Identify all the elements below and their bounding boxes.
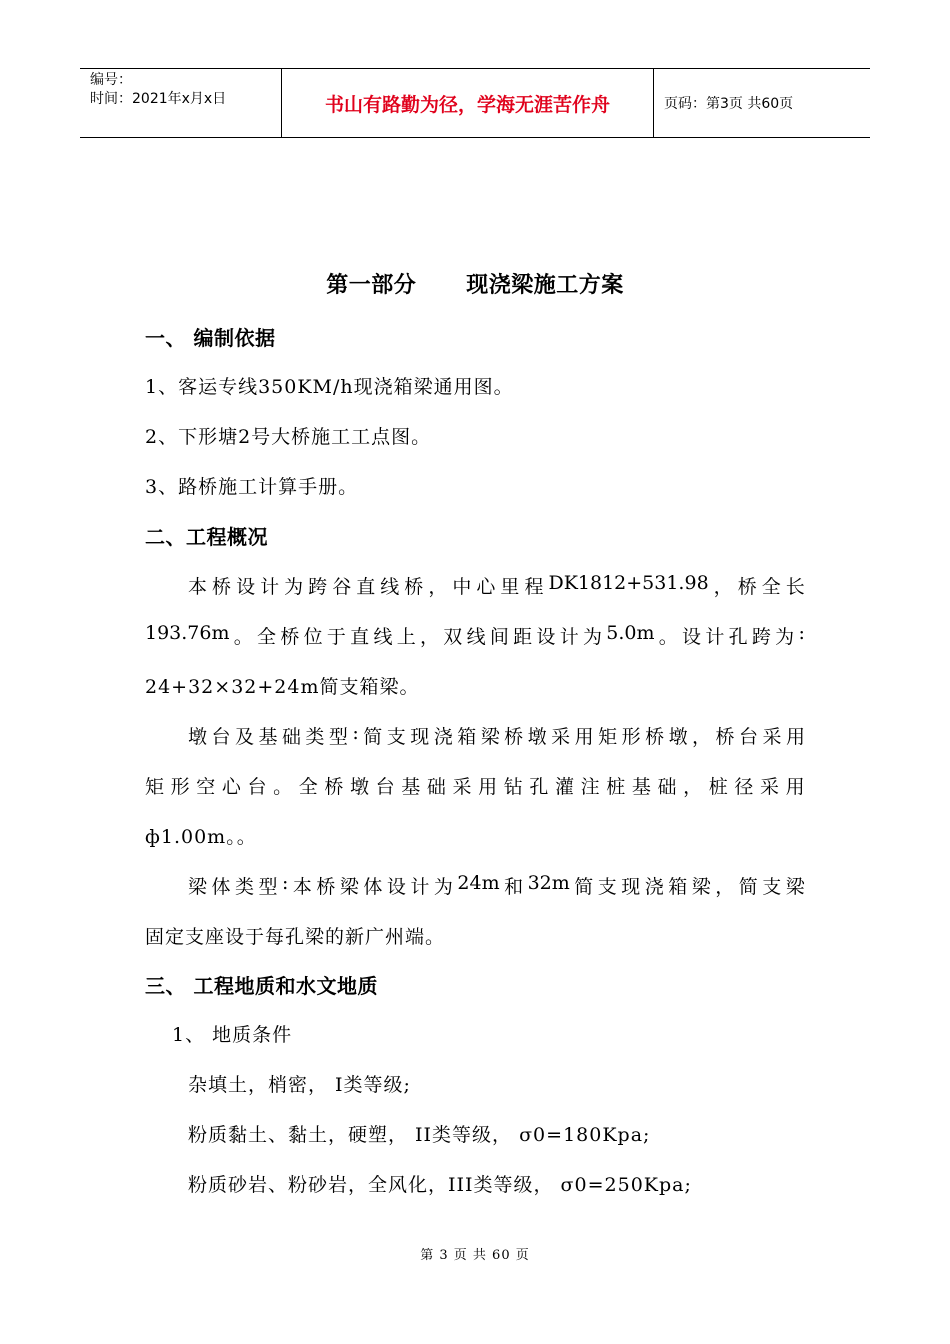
list-item: 粉质黏土、黏土，硬塑， II类等级， σ0=180Kpa; [188,1124,651,1146]
page-footer: 第 3 页 共 60 页 [420,1248,530,1263]
paragraph-line: 固定支座设于每孔梁的新广州端。 [145,926,446,948]
paragraph-line: 梁 体 类 型 : 本 桥 梁 体 设 计 为 24m 和 32m 简 支 现 浇 箱 梁 ， 简 支 梁 [188,872,805,898]
section-heading-3: 三、 工程地质和水文地质 [145,974,378,998]
list-item: 3、路桥施工计算手册。 [145,476,359,498]
title-name: 现浇梁施工方案 [466,273,624,298]
list-item: 1、客运专线350KM/h现浇箱梁通用图。 [145,376,514,398]
header-number-label: 编号： [90,72,132,88]
list-item: 杂填土，梢密， I类等级; [188,1074,411,1096]
header-motto: 书山有路勤为径，学海无涯苦作舟 [282,69,654,137]
document-title [0,268,950,299]
section-heading-2: 二、工程概况 [145,525,268,549]
list-item: 2、下形塘2号大桥施工工点图。 [145,426,432,448]
section-heading-1: 一、 编制依据 [145,326,276,350]
paragraph-line: 24+32×32+24m简支箱梁。 [145,676,420,698]
header-time-label: 时间：2021年x月x日 [90,91,227,107]
title-part: 第一部分 [326,273,417,298]
list-item: 粉质砂岩、粉砂岩，全风化，III类等级， σ0=250Kpa; [188,1174,692,1196]
paragraph-line: 矩 形 空 心 台 。 全 桥 墩 台 基 础 采 用 钻 孔 灌 注 桩 基 础 ， 桩 径 采 用 [145,776,805,798]
paragraph-line: ф1.00m。。 [145,826,257,848]
subsection-heading: 1、 地质条件 [172,1024,293,1046]
header-meta [80,69,282,137]
page-header [80,68,870,138]
header-page-label: 页码：第3页 共60页 [664,96,794,112]
paragraph-line: 墩 台 及 基 础 类 型 : 简 支 现 浇 箱 梁 桥 墩 采 用 矩 形 桥 墩 ， 桥 台 采 用 [188,722,805,748]
paragraph-line: 193.76m 。 全 桥 位 于 直 线 上 ， 双 线 间 距 设 计 为 5.0m 。 设 计 孔 跨 为 : [145,622,805,648]
paragraph-line: 本 桥 设 计 为 跨 谷 直 线 桥 ， 中 心 里 程 DK1812+531.98 ， 桥 全 长 [188,572,805,598]
